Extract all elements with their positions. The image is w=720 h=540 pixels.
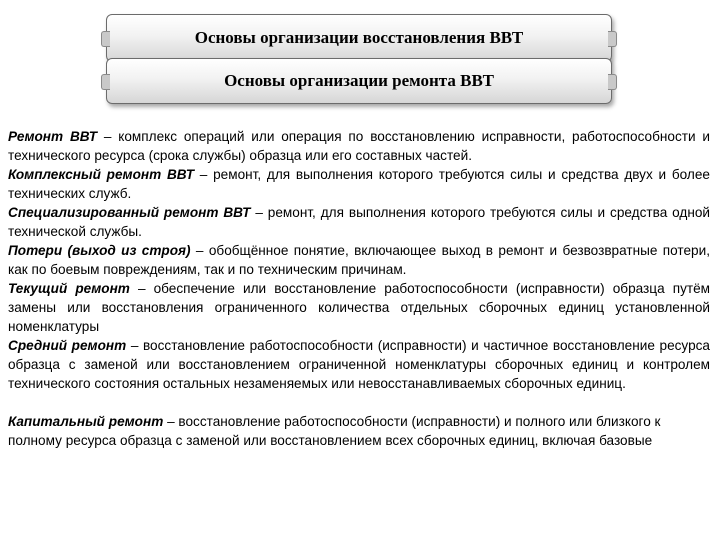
definition-text: – восстановление работоспособности (исправности) и частичное восстановление ресурса образца с заменой или восстановлением ограниченной номенклатуры сборочных единиц и контролем технического состояния остальных незаменяемых или невосстанавливаемых сборочных единиц. <box>8 338 710 391</box>
definitions-list <box>8 127 710 450</box>
definition-text: – обобщённое понятие, включающее выход в ремонт и безвозвратные потери, как по боевым повреждениям, так и по техническим причинам. <box>8 243 710 277</box>
definition-text: – обеспечение или восстановление работоспособности (исправности) образца путём замены или восстановления ограниченного количества отдельных сборочных единиц установленной номенклатуры <box>8 281 711 334</box>
definition-term: Потери (выход из строя) <box>8 243 191 258</box>
title-banner <box>106 14 612 62</box>
definition-text: – комплекс операций или операция по восстановлению исправности, работоспособности и технического ресурса (срока службы) образца или его составных частей. <box>8 129 710 163</box>
definition-complex-repair <box>8 165 710 203</box>
banner-right-notch <box>608 74 617 90</box>
definition-text: – ремонт, для выполнения которого требуются силы и средства одной технической службы. <box>8 205 711 239</box>
banner-right-notch <box>608 31 617 47</box>
definition-specialized-repair <box>8 203 710 241</box>
definition-repair <box>8 127 710 165</box>
page-title: Основы организации восстановления ВВТ <box>194 28 524 47</box>
page-subtitle: Основы организации ремонта ВВТ <box>224 71 494 90</box>
definition-term: Капитальный ремонт <box>8 414 164 429</box>
definition-current-repair <box>8 279 710 336</box>
definition-text: – ремонт, для выполнения которого требуются силы и средства двух и более технических служб. <box>8 167 710 201</box>
definition-term: Средний ремонт <box>8 338 127 353</box>
definition-capital-repair <box>8 412 710 450</box>
subtitle-banner <box>106 58 612 104</box>
definition-text: – восстановление работоспособности (исправности) и полного или близкого к полному ресурса образца с заменой или восстановлением всех сборочных единиц, включая базовые <box>8 414 661 448</box>
definition-losses <box>8 241 710 279</box>
definition-term: Текущий ремонт <box>8 281 130 296</box>
definition-term: Специализированный ремонт ВВТ <box>8 205 251 220</box>
banner-left-notch <box>101 31 110 47</box>
definition-medium-repair <box>8 336 710 393</box>
definition-term: Ремонт ВВТ <box>8 129 98 144</box>
banner-left-notch <box>101 74 110 90</box>
spacer <box>8 393 710 412</box>
definition-term: Комплексный ремонт ВВТ <box>8 167 195 182</box>
